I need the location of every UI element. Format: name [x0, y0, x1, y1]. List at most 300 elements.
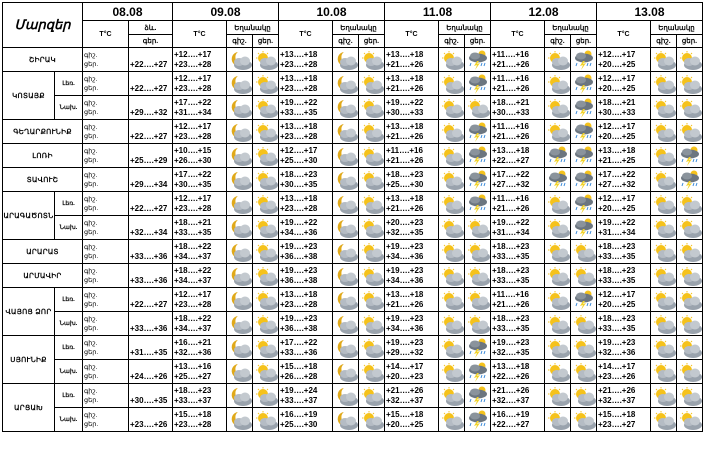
temp-night-value: +15….+18	[386, 409, 424, 419]
weather-icon-cell	[253, 192, 279, 216]
spacer	[130, 170, 172, 180]
temp-day-value: +21….+26	[492, 131, 530, 141]
cloudy-sun-icon	[253, 339, 278, 357]
temp-day-value: +22….+27	[130, 299, 168, 309]
temp-night-value: +15….+18	[598, 409, 636, 419]
weather-icon-cell	[545, 216, 571, 240]
period-labels	[83, 264, 129, 288]
region-name: ՍՅՈՒՆԻՔ	[3, 336, 55, 384]
moon-cloud-icon	[227, 219, 252, 237]
day-label: ցեր.	[84, 252, 99, 260]
weather-icon-cell	[651, 336, 677, 360]
temp-day-value: +23….+28	[174, 131, 212, 141]
cloudy-sun-icon	[651, 123, 676, 141]
cloudy-sun-icon	[439, 219, 464, 237]
temp-cell	[279, 336, 333, 360]
weather-icon-cell	[677, 360, 703, 384]
forecast-table	[2, 2, 703, 432]
cloudy-sun-icon	[439, 243, 464, 261]
moon-cloud-icon	[333, 411, 358, 429]
weather-icon-cell	[227, 360, 253, 384]
storm-icon	[465, 122, 490, 142]
temp-night-value: +13….+18	[492, 361, 530, 371]
region-name: ԿՈՏԱՅՔ	[3, 72, 55, 120]
cloudy-sun-icon	[545, 243, 570, 261]
temp-night-value: +12….+17	[598, 49, 636, 59]
weather-icon-cell	[333, 72, 359, 96]
temp-cell	[385, 216, 439, 240]
temp-night-value: +15….+18	[174, 409, 212, 419]
date-header: 13.08	[597, 3, 703, 21]
temp-cell	[173, 216, 227, 240]
temp-night-value: +18….+23	[280, 169, 318, 179]
cloudy-sun-icon	[651, 195, 676, 213]
temp-cell	[597, 336, 651, 360]
weather-icon-cell	[465, 408, 491, 432]
temp-night-value: +11….+16	[492, 121, 529, 131]
weather-icon-cell	[651, 48, 677, 72]
temp-cell	[491, 408, 545, 432]
zone-label: Նախ.	[55, 360, 83, 384]
night-header: գիշ.	[333, 35, 359, 48]
night-label: գիշ.	[84, 147, 98, 155]
temp-cell	[279, 168, 333, 192]
weather-icon-cell	[227, 264, 253, 288]
moon-cloud-icon	[227, 147, 252, 165]
weather-icon-cell	[439, 96, 465, 120]
table-row	[3, 408, 703, 432]
weather-icon-cell	[465, 192, 491, 216]
weather-icon-cell	[465, 96, 491, 120]
weather-icon-cell	[677, 72, 703, 96]
cloudy-sun-icon	[439, 411, 464, 429]
temp-night-value: +12….+17	[174, 289, 212, 299]
weather-icon-cell	[439, 288, 465, 312]
day-header: ցեր.	[253, 35, 279, 48]
cloudy-sun-icon	[571, 411, 596, 429]
cloudy-sun-icon	[545, 339, 570, 357]
period-labels	[83, 408, 129, 432]
cloudy-sun-icon	[359, 339, 384, 357]
storm-icon	[545, 170, 570, 190]
moon-cloud-icon	[227, 315, 252, 333]
cloudy-sun-icon	[677, 75, 702, 93]
storm-icon	[465, 386, 490, 406]
spacer	[130, 266, 172, 276]
moon-cloud-icon	[333, 99, 358, 117]
cloudy-sun-icon	[465, 315, 490, 333]
weather-icon-cell	[359, 288, 385, 312]
weather-icon-cell	[677, 168, 703, 192]
region-name: ԱՐՄԱՎԻՐ	[3, 264, 83, 288]
weather-icon-cell	[465, 216, 491, 240]
temp-day-value: +21….+26	[386, 131, 424, 141]
weather-icon-cell	[651, 216, 677, 240]
temp-day-value: +34….+37	[174, 275, 212, 285]
region-name: ԱՐՑԱԽ	[3, 384, 55, 432]
table-row	[3, 360, 703, 384]
temp-cell	[491, 120, 545, 144]
night-label: գիշ.	[84, 243, 98, 251]
cloudy-sun-icon	[439, 171, 464, 189]
cloudy-sun-icon	[651, 267, 676, 285]
moon-cloud-icon	[227, 363, 252, 381]
weather-icon-cell	[439, 192, 465, 216]
temp-cell	[173, 168, 227, 192]
temp-night-value: +12….+17	[280, 145, 318, 155]
table-row	[3, 48, 703, 72]
weather-icon-cell	[227, 384, 253, 408]
moon-cloud-icon	[333, 243, 358, 261]
date-header: 08.08	[83, 3, 173, 21]
temp-cell	[597, 384, 651, 408]
table-row	[3, 384, 703, 408]
temp-night-value: +18….+23	[492, 313, 530, 323]
cloudy-sun-icon	[253, 267, 278, 285]
cloudy-sun-icon	[677, 339, 702, 357]
weather-icon-cell	[227, 96, 253, 120]
storm-icon	[465, 362, 490, 382]
weather-icon-cell	[545, 120, 571, 144]
weather-icon-cell	[571, 360, 597, 384]
temp-day-value: +36….+38	[280, 275, 318, 285]
night-label: գիշ.	[84, 123, 98, 131]
temp-cell	[173, 408, 227, 432]
temp-day-value: +33….+35	[492, 323, 530, 333]
cloudy-sun-icon	[253, 387, 278, 405]
weather-icon-cell	[651, 240, 677, 264]
night-label: գիշ.	[84, 387, 98, 395]
temp-day-value: +22….+27	[492, 155, 530, 165]
temp-day-value: +31….+34	[598, 227, 636, 237]
weather-icon-cell	[359, 192, 385, 216]
moon-cloud-icon	[333, 291, 358, 309]
storm-icon	[571, 98, 596, 118]
weather-icon-cell	[359, 384, 385, 408]
weather-icon-cell	[439, 384, 465, 408]
storm-icon	[571, 170, 596, 190]
temp-day-value: +32….+36	[174, 347, 212, 357]
temp-day-value: +23….+28	[174, 59, 212, 69]
cloudy-sun-icon	[359, 123, 384, 141]
temp-day-value: +33….+37	[174, 395, 212, 405]
weather-icon-cell	[465, 240, 491, 264]
temp-day-value: +25….+30	[386, 179, 424, 189]
table-row	[3, 72, 703, 96]
cloudy-sun-icon	[253, 363, 278, 381]
first-day-sub-header: գեր.	[129, 35, 173, 48]
table-row	[3, 96, 703, 120]
weather-icon-cell	[439, 312, 465, 336]
cloudy-sun-icon	[465, 99, 490, 117]
cloudy-sun-icon	[545, 411, 570, 429]
cloudy-sun-icon	[439, 51, 464, 69]
temp-day-value: +21….+26	[386, 299, 424, 309]
temp-cell	[279, 72, 333, 96]
weather-icon-cell	[465, 144, 491, 168]
weather-icon-cell	[333, 168, 359, 192]
day-label: ցեր.	[84, 156, 99, 164]
night-label: գիշ.	[84, 315, 98, 323]
cloudy-sun-icon	[677, 99, 702, 117]
temp-night-value: +19….+23	[386, 241, 424, 251]
cloudy-sun-icon	[359, 243, 384, 261]
zone-label: Լեռ.	[55, 336, 83, 360]
temp-day-value: +22….+27	[492, 419, 530, 429]
cloudy-sun-icon	[359, 195, 384, 213]
temp-cell	[279, 312, 333, 336]
cloudy-sun-icon	[651, 291, 676, 309]
temp-cell-first-day	[129, 72, 173, 96]
weather-icon-cell	[677, 96, 703, 120]
weather-icon-cell	[333, 48, 359, 72]
date-header: 11.08	[385, 3, 491, 21]
weather-header: Եղանակը	[545, 21, 597, 35]
zone-label: Լեռ.	[55, 288, 83, 312]
date-header: 10.08	[279, 3, 385, 21]
temp-day-value: +32….+34	[130, 227, 168, 237]
cloudy-sun-icon	[545, 75, 570, 93]
zone-label: Նախ.	[55, 216, 83, 240]
cloudy-sun-icon	[439, 99, 464, 117]
weather-icon-cell	[253, 384, 279, 408]
temp-night-value: +13….+18	[386, 193, 424, 203]
temp-cell	[597, 288, 651, 312]
night-label: գիշ.	[84, 411, 98, 419]
temp-day-value: +22….+27	[130, 59, 168, 69]
weather-icon-cell	[571, 144, 597, 168]
temp-night-value: +11….+16	[492, 289, 529, 299]
cloudy-sun-icon	[545, 195, 570, 213]
weather-icon-cell	[253, 72, 279, 96]
temp-night-value: +18….+21	[598, 97, 636, 107]
temp-night-value: +11….+16	[492, 73, 529, 83]
weather-icon-cell	[545, 360, 571, 384]
moon-cloud-icon	[333, 267, 358, 285]
temp-day-value: +33….+35	[280, 107, 318, 117]
cloudy-sun-icon	[253, 147, 278, 165]
temp-day-value: +21….+26	[386, 155, 424, 165]
moon-cloud-icon	[227, 267, 252, 285]
temp-day-value: +33….+36	[130, 275, 168, 285]
weather-icon-cell	[359, 96, 385, 120]
weather-icon-cell	[253, 168, 279, 192]
temp-night-value: +12….+17	[174, 73, 212, 83]
cloudy-sun-icon	[439, 291, 464, 309]
weather-icon-cell	[571, 384, 597, 408]
moon-cloud-icon	[333, 315, 358, 333]
cloudy-sun-icon	[677, 387, 702, 405]
weather-icon-cell	[359, 144, 385, 168]
temp-night-value: +11….+16	[386, 145, 423, 155]
temp-cell	[491, 288, 545, 312]
cloudy-sun-icon	[651, 339, 676, 357]
weather-icon-cell	[359, 72, 385, 96]
temp-cell	[491, 360, 545, 384]
weather-header: Եղանակը	[651, 21, 703, 35]
temp-cell	[279, 360, 333, 384]
forecast-body	[3, 48, 703, 432]
cloudy-sun-icon	[545, 363, 570, 381]
cloudy-sun-icon	[253, 75, 278, 93]
day-label: ցեր.	[84, 132, 99, 140]
temp-night-value: +17….+22	[174, 169, 212, 179]
temp-night-value: +16….+21	[174, 337, 212, 347]
weather-icon-cell	[677, 144, 703, 168]
temp-day-value: +33….+36	[280, 347, 318, 357]
weather-icon-cell	[359, 264, 385, 288]
temp-cell	[173, 120, 227, 144]
storm-icon	[545, 146, 570, 166]
temp-night-value: +19….+24	[280, 385, 318, 395]
temp-night-value: +13….+18	[280, 193, 318, 203]
weather-icon-cell	[677, 120, 703, 144]
weather-icon-cell	[545, 168, 571, 192]
temp-cell	[173, 288, 227, 312]
cloudy-sun-icon	[545, 387, 570, 405]
temp-cell	[279, 288, 333, 312]
cloudy-sun-icon	[359, 147, 384, 165]
cloudy-sun-icon	[651, 411, 676, 429]
weather-icon-cell	[677, 192, 703, 216]
night-label: գիշ.	[84, 171, 98, 179]
moon-cloud-icon	[227, 171, 252, 189]
weather-icon-cell	[359, 336, 385, 360]
day-label: ցեր.	[84, 324, 99, 332]
temp-day-value: +29….+32	[386, 347, 424, 357]
cloudy-sun-icon	[253, 243, 278, 261]
cloudy-sun-icon	[359, 51, 384, 69]
cloudy-sun-icon	[439, 387, 464, 405]
night-label: գիշ.	[84, 51, 98, 59]
region-name: ԳԵՂԱՐՔՈՒՆԻՔ	[3, 120, 83, 144]
temp-day-value: +34….+36	[386, 251, 424, 261]
spacer	[130, 338, 172, 348]
region-name: ԱՐԱՐԱՏ	[3, 240, 83, 264]
weather-icon-cell	[439, 336, 465, 360]
temp-night-value: +17….+22	[598, 169, 636, 179]
weather-icon-cell	[227, 216, 253, 240]
temp-cell	[491, 192, 545, 216]
cloudy-sun-icon	[253, 291, 278, 309]
temp-day-value: +32….+37	[598, 395, 636, 405]
spacer	[130, 362, 172, 372]
temp-night-value: +21….+26	[386, 385, 424, 395]
period-labels	[83, 168, 129, 192]
temp-cell	[385, 96, 439, 120]
temp-night-value: +18….+21	[492, 97, 530, 107]
weather-icon-cell	[465, 360, 491, 384]
moon-cloud-icon	[333, 363, 358, 381]
weather-icon-cell	[651, 288, 677, 312]
region-name: ԼՈՌԻ	[3, 144, 83, 168]
temp-cell-first-day	[129, 120, 173, 144]
temp-cell	[385, 408, 439, 432]
moon-cloud-icon	[227, 411, 252, 429]
moon-cloud-icon	[333, 339, 358, 357]
period-labels	[83, 312, 129, 336]
temp-day-value: +22….+27	[130, 131, 168, 141]
temp-day-value: +32….+36	[598, 347, 636, 357]
zone-label: Նախ.	[55, 96, 83, 120]
cloudy-sun-icon	[545, 267, 570, 285]
weather-header: Եղանակը	[227, 21, 279, 35]
weather-icon-cell	[359, 240, 385, 264]
cloudy-sun-icon	[651, 75, 676, 93]
cloudy-sun-icon	[253, 123, 278, 141]
temp-cell	[491, 72, 545, 96]
cloudy-sun-icon	[545, 219, 570, 237]
weather-icon-cell	[571, 312, 597, 336]
spacer	[130, 98, 172, 108]
moon-cloud-icon	[333, 387, 358, 405]
spacer	[130, 218, 172, 228]
temp-day-value: +23….+28	[174, 83, 212, 93]
temp-cell	[385, 72, 439, 96]
table-row	[3, 144, 703, 168]
moon-cloud-icon	[227, 339, 252, 357]
temp-day-value: +25….+30	[280, 155, 318, 165]
temp-night-value: +13….+18	[386, 49, 424, 59]
temp-cell	[385, 384, 439, 408]
temp-cell	[491, 144, 545, 168]
weather-icon-cell	[333, 144, 359, 168]
weather-icon-cell	[677, 336, 703, 360]
temp-night-value: +11….+16	[492, 193, 529, 203]
temp-cell	[385, 168, 439, 192]
storm-icon	[571, 290, 596, 310]
temp-day-value: +21….+26	[386, 203, 424, 213]
temp-day-value: +34….+36	[386, 323, 424, 333]
temp-cell	[491, 96, 545, 120]
temp-cell	[597, 72, 651, 96]
temp-night-value: +19….+23	[280, 265, 318, 275]
night-label: գիշ.	[84, 75, 98, 83]
moon-cloud-icon	[227, 243, 252, 261]
temp-cell	[491, 168, 545, 192]
weather-icon-cell	[333, 336, 359, 360]
cloudy-sun-icon	[439, 195, 464, 213]
temp-cell	[385, 48, 439, 72]
temp-cell	[385, 360, 439, 384]
weather-icon-cell	[545, 96, 571, 120]
cloudy-sun-icon	[651, 51, 676, 69]
weather-icon-cell	[227, 168, 253, 192]
weather-icon-cell	[571, 96, 597, 120]
temp-header: T°C	[279, 21, 333, 48]
cloudy-sun-icon	[465, 267, 490, 285]
cloudy-sun-icon	[359, 219, 384, 237]
temp-day-value: +34….+37	[174, 251, 212, 261]
temp-cell	[597, 408, 651, 432]
day-label: ցեր.	[84, 348, 99, 356]
temp-day-value: +30….+33	[598, 107, 636, 117]
weather-icon-cell	[333, 216, 359, 240]
weather-icon-cell	[465, 384, 491, 408]
day-label: ցեր.	[84, 276, 99, 284]
weather-header: Եղանակը	[439, 21, 491, 35]
zone-label: Լեռ.	[55, 192, 83, 216]
cloudy-sun-icon	[651, 387, 676, 405]
period-labels	[83, 384, 129, 408]
weather-icon-cell	[677, 264, 703, 288]
temp-night-value: +12….+17	[174, 121, 212, 131]
moon-cloud-icon	[227, 75, 252, 93]
temp-day-value: +30….+35	[174, 179, 212, 189]
weather-icon-cell	[571, 216, 597, 240]
weather-icon-cell	[571, 48, 597, 72]
weather-icon-cell	[253, 360, 279, 384]
